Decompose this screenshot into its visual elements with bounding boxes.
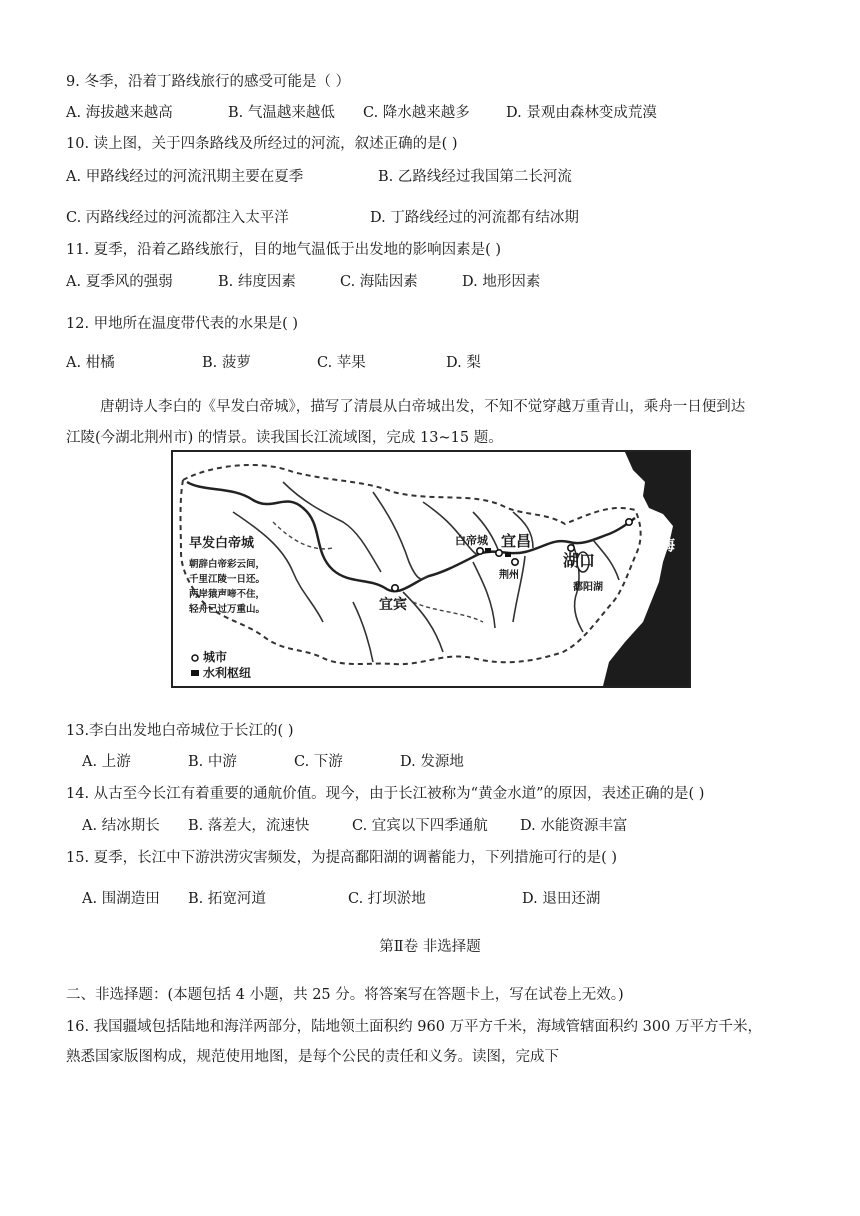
q10-option-a: A. 甲路线经过的河流汛期主要在夏季 <box>66 169 304 185</box>
q11-stem: 11. 夏季，沿着乙路线旅行，目的地气温低于出发地的影响因素是( ) <box>66 242 502 258</box>
city-dot-baidicheng <box>477 548 483 554</box>
q9-stem: 9. 冬季，沿着丁路线旅行的感受可能是（ ） <box>66 74 351 90</box>
dam-mark-2 <box>505 552 511 557</box>
q14-option-b: B. 落差大，流速快 <box>188 818 310 834</box>
intro-line-2: 江陵(今湖北荆州市) 的情景。读我国长江流域图，完成 13~15 题。 <box>66 430 503 446</box>
legend-city-symbol <box>192 655 198 661</box>
q15-option-b: B. 拓宽河道 <box>188 891 266 907</box>
section-2-title: 第Ⅱ卷 非选择题 <box>379 939 481 955</box>
tributary-11 <box>593 540 619 580</box>
q12-option-a: A. 柑橘 <box>66 355 115 371</box>
q10-option-c: C. 丙路线经过的河流都注入太平洋 <box>66 210 289 226</box>
q9-option-b: B. 气温越来越低 <box>228 105 335 121</box>
q9-option-d: D. 景观由森林变成荒漠 <box>506 105 657 121</box>
label-poyang: 鄱阳湖 <box>573 582 603 593</box>
q9-option-c: C. 降水越来越多 <box>363 105 470 121</box>
q12-stem: 12. 甲地所在温度带代表的水果是( ) <box>66 316 299 332</box>
legend-dam-label: 水利枢纽 <box>203 666 252 680</box>
label-shanghai: 上海 <box>645 536 676 554</box>
tributary-8 <box>473 562 495 628</box>
q15-option-d: D. 退田还湖 <box>522 891 601 907</box>
q13-option-d: D. 发源地 <box>400 754 464 770</box>
q13-option-a: A. 上游 <box>82 754 131 770</box>
q14-stem: 14. 从古至今长江有着重要的通航价值。现今，由于长江被称为“黄金水道”的原因，表述正确的是( ) <box>66 786 705 802</box>
q13-option-c: C. 下游 <box>294 754 343 770</box>
q13-stem: 13.李白出发地白帝城位于长江的( ) <box>66 723 294 739</box>
q12-option-c: C. 苹果 <box>317 355 366 371</box>
dam-mark-1 <box>485 548 491 553</box>
q16-line-1: 16. 我国疆域包括陆地和海洋两部分，陆地领土面积约 960 万平方千米，海域管辖面积约 300 万平方千米， <box>66 1019 762 1035</box>
sea-area <box>603 452 689 686</box>
legend-city-label: 城市 <box>203 650 228 664</box>
map-poem <box>189 532 265 617</box>
map-poem-title: 早发白帝城 <box>189 536 255 551</box>
map-poem-line: 千里江陵一日还。 <box>189 574 266 585</box>
city-dot-jingzhou <box>512 559 518 565</box>
q14-option-c: C. 宜宾以下四季通航 <box>352 818 488 834</box>
label-yichang: 宜昌 <box>501 532 532 550</box>
q15-option-c: C. 打坝淤地 <box>348 891 426 907</box>
tributary-3 <box>373 492 427 579</box>
q11-option-c: C. 海陆因素 <box>340 274 418 290</box>
map-poem-line: 轻舟已过万重山。 <box>189 604 266 615</box>
q16-line-2: 熟悉国家版图构成，规范使用地图，是每个公民的责任和义务。读图，完成下 <box>66 1049 559 1065</box>
q13-option-b: B. 中游 <box>188 754 237 770</box>
q11-option-b: B. 纬度因素 <box>218 274 296 290</box>
q9-option-a: A. 海拔越来越高 <box>66 105 173 121</box>
label-jingzhou: 荆州 <box>499 570 519 581</box>
q15-stem: 15. 夏季，长江中下游洪涝灾害频发，为提高鄱阳湖的调蓄能力，下列措施可行的是( ) <box>66 850 618 866</box>
q14-option-d: D. 水能资源丰富 <box>520 818 628 834</box>
q10-option-d: D. 丁路线经过的河流都有结冰期 <box>370 210 579 226</box>
inner-divide-1 <box>273 522 333 549</box>
section-2-heading: 二、非选择题：(本题包括 4 小题，共 25 分。将答案写在答题卡上，写在试卷上无效。) <box>66 987 624 1003</box>
map-poem-line: 朝辞白帝彩云间， <box>189 559 266 570</box>
q11-option-d: D. 地形因素 <box>462 274 541 290</box>
q11-option-a: A. 夏季风的强弱 <box>66 274 173 290</box>
q10-stem: 10. 读上图，关于四条路线及所经过的河流，叙述正确的是( ) <box>66 136 458 152</box>
q14-option-a: A. 结冰期长 <box>82 818 160 834</box>
tributary-12 <box>353 602 373 662</box>
yangtze-basin-map <box>171 450 691 688</box>
label-hukou: 湖口 <box>563 551 596 570</box>
q12-option-b: B. 菠萝 <box>202 355 251 371</box>
city-dot-shanghai <box>626 519 632 525</box>
label-baidicheng: 白帝城 <box>455 534 488 547</box>
tributary-2 <box>283 482 381 572</box>
map-poem-line: 两岸猿声啼不住， <box>189 589 266 600</box>
q15-option-a: A. 围湖造田 <box>82 891 160 907</box>
q10-option-b: B. 乙路线经过我国第二长河流 <box>378 169 572 185</box>
legend-dam-symbol <box>191 670 199 676</box>
tributary-7 <box>403 592 443 652</box>
q12-option-d: D. 梨 <box>446 355 481 371</box>
inner-divide-2 <box>413 602 483 622</box>
city-dot-yibin <box>392 585 398 591</box>
intro-line-1: 唐朝诗人李白的《早发白帝城》，描写了清晨从白帝城出发，不知不觉穿越万重青山，乘舟一日便到达 <box>100 399 746 415</box>
label-yibin: 宜宾 <box>379 597 407 613</box>
